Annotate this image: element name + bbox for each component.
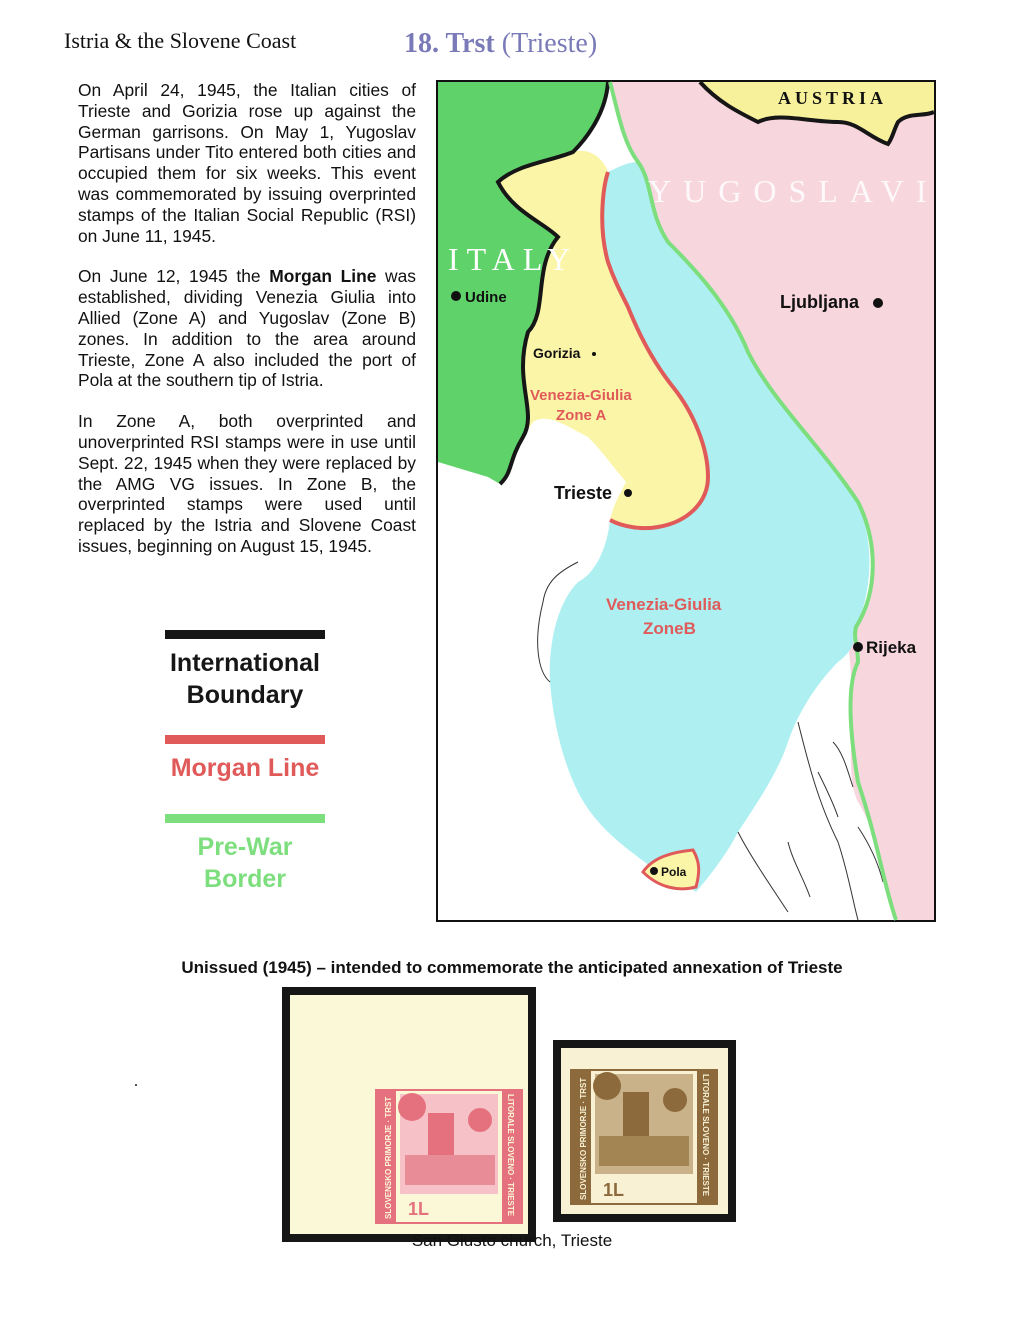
- page-title-number: 18. Trst: [404, 28, 495, 59]
- label-udine: Udine: [465, 289, 507, 306]
- label-zone-a-1: Venezia-Giulia: [530, 387, 632, 404]
- paragraph-3: In Zone A, both overprinted and unoverprinted RSI stamps were in use until Sept. 22, 1945 when they were replaced by the AMG VG issues. In Zone B, the overprinted stamps were used until replaced by the Istria and Slovene Coast issues, beginning on August 15, 1945.: [78, 411, 416, 556]
- marker-ljubljana: [873, 298, 883, 308]
- label-trieste: Trieste: [554, 483, 613, 503]
- marker-udine: [451, 291, 461, 301]
- legend-swatch-prewar: [165, 814, 325, 823]
- stamps-caption-bottom: San Giusto church, Trieste: [411, 1231, 613, 1250]
- page-title-subtitle: (Trieste): [501, 28, 598, 59]
- paragraph-2: [78, 266, 416, 391]
- speck: [135, 1084, 137, 1086]
- map-legend: [162, 630, 328, 895]
- map: [436, 80, 974, 922]
- legend-morgan-line: [162, 735, 328, 784]
- legend-label-morgan: Morgan Line: [170, 754, 320, 782]
- label-zone-b-1: Venezia-Giulia: [606, 595, 722, 614]
- page-header-left: Istria & the Slovene Coast: [64, 28, 297, 53]
- paragraph-1: On April 24, 1945, the Italian cities of Trieste and Gorizia rose up against the German garrisons. On May 1, Yugoslav Partisans under Tito entered both cities and occupied them for six weeks. This event was commemorated by issuing overprinted stamps of the Italian Social Republic (RSI) on June 11, 1945.: [78, 80, 416, 246]
- label-pola: Pola: [661, 865, 687, 879]
- paragraph-2-end: was established, dividing Venezia Giulia into Allied (Zone A) and Yugoslav (Zone B) zones. In addition to the area around Trieste, Zone A also included the port of Pola at the southern tip of Istria.: [78, 266, 416, 391]
- label-rijeka: Rijeka: [866, 638, 917, 657]
- marker-trieste: [624, 489, 632, 497]
- label-yugoslavia: YUGOSLAVIA: [648, 173, 974, 209]
- legend-label-international: International Boundary: [169, 649, 320, 709]
- label-gorizia: Gorizia: [533, 345, 581, 361]
- legend-swatch-international: [165, 630, 325, 639]
- stamp-red-right-text: LITORALE SLOVENO · TRIESTE: [506, 1094, 515, 1217]
- legend-label-prewar: Pre-War Border: [197, 833, 293, 893]
- paragraph-2-start: On June 12, 1945 the: [78, 266, 270, 287]
- legend-swatch-morgan: [165, 735, 325, 744]
- marker-gorizia: [592, 352, 596, 356]
- body-text: [78, 80, 416, 577]
- legend-international-boundary: [162, 630, 328, 711]
- page-title: [404, 28, 597, 60]
- label-ljubljana: Ljubljana: [780, 292, 860, 312]
- morgan-line-term: Morgan Line: [269, 266, 377, 287]
- stamp-brown: [553, 1040, 736, 1222]
- marker-pola: [650, 867, 658, 875]
- stamp-red-left-text: SLOVENSKO PRIMORJE · TRST: [384, 1096, 393, 1219]
- stamp-red: [282, 987, 536, 1242]
- stamp-brown-left-text: SLOVENSKO PRIMORJE · TRST: [579, 1077, 588, 1200]
- legend-pre-war-border: [162, 814, 328, 895]
- stamps-caption-top: Unissued (1945) – intended to commemorate the anticipated annexation of Trieste: [181, 958, 843, 977]
- label-zone-a-2: Zone A: [556, 407, 607, 424]
- stamp-brown-right-text: LITORALE SLOVENO · TRIESTE: [701, 1074, 710, 1197]
- marker-rijeka: [853, 642, 863, 652]
- stamp-brown-value: 1L: [603, 1180, 625, 1200]
- label-italy: ITALY: [448, 241, 579, 277]
- label-austria: AUSTRIA: [778, 88, 888, 108]
- stamp-red-value: 1L: [408, 1199, 430, 1219]
- label-zone-b-2: ZoneB: [643, 619, 696, 638]
